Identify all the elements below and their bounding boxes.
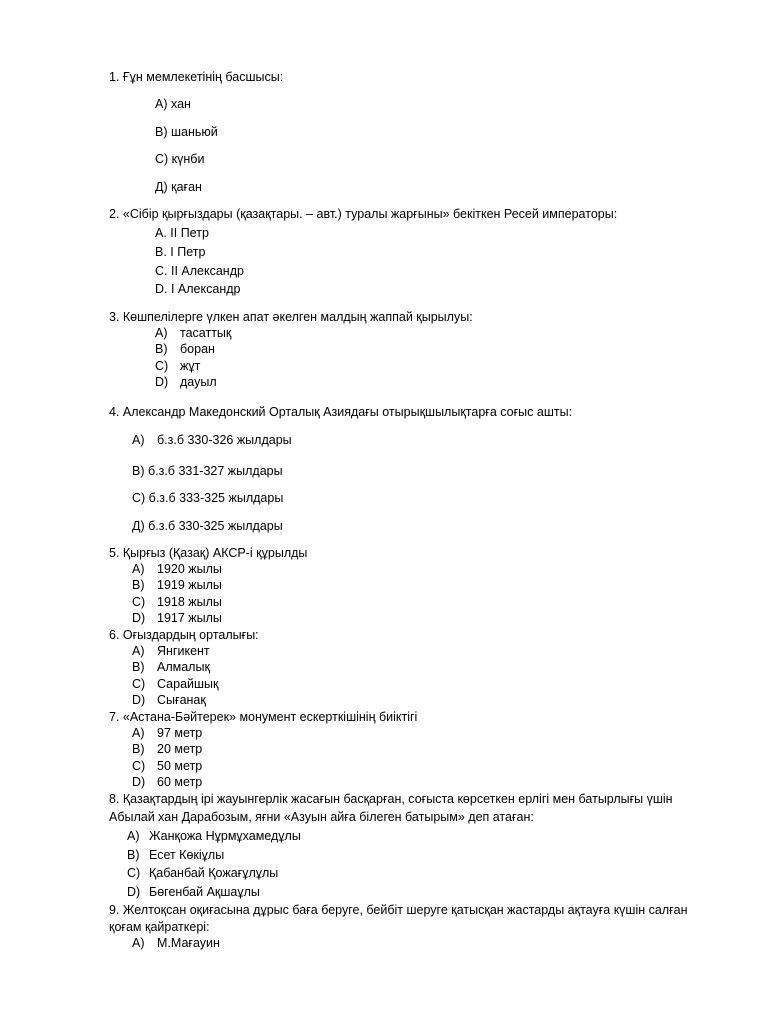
option-text: 1920 жылы xyxy=(157,562,222,576)
question-2-option-d: D. I Александр xyxy=(155,282,241,296)
question-5-option-d xyxy=(132,610,222,626)
option-label: D) xyxy=(155,375,169,389)
option-text: 97 метр xyxy=(157,726,203,740)
option-text: Сарайшық xyxy=(157,677,219,691)
question-1-option-b: В) шаньюй xyxy=(155,125,218,139)
question-1-option-c: С) күнби xyxy=(155,152,205,166)
question-4-option-a xyxy=(132,432,292,448)
option-text: Сығанақ xyxy=(157,693,206,707)
question-5-option-c xyxy=(132,594,222,610)
option-text: 20 метр xyxy=(157,742,203,756)
option-text: Бөгенбай Ақшаұлы xyxy=(149,885,260,899)
option-text: б.з.б 330-326 жылдары xyxy=(157,433,292,447)
option-label: C) xyxy=(132,595,146,609)
question-3-option-a xyxy=(155,325,231,341)
option-text: Есет Көкіұлы xyxy=(149,848,225,862)
question-7-option-a xyxy=(132,725,202,741)
question-8-option-d xyxy=(127,884,260,900)
question-9-text-line-2: қоғам қайраткері: xyxy=(109,920,210,934)
option-text: 1918 жылы xyxy=(157,595,222,609)
question-7-option-d xyxy=(132,774,202,790)
question-1-option-a: А) хан xyxy=(155,97,191,111)
option-label: A) xyxy=(132,433,145,447)
question-3-text: 3. Көшпелілерге үлкен апат әкелген малдың жаппай қырылуы: xyxy=(109,310,473,324)
question-8-text-line-1: 8. Қазақтардың ірі жауынгерлік жасағын басқарған, соғыста көрсеткен ерлігі мен батырлығы үшін xyxy=(109,792,673,806)
option-text: Жанқожа Нұрмұхамедұлы xyxy=(149,829,301,843)
option-label: A) xyxy=(132,936,145,950)
question-6-option-c xyxy=(132,676,219,692)
question-2-option-c: C. II Александр xyxy=(155,264,244,278)
question-1-option-d: Д) қаған xyxy=(155,180,202,194)
option-text: тасаттық xyxy=(180,326,232,340)
question-2-option-a: A. II Петр xyxy=(155,226,209,240)
question-9-option-a xyxy=(132,935,220,951)
question-4-option-c: C) б.з.б 333-325 жылдары xyxy=(132,491,284,505)
option-label: C) xyxy=(132,759,146,773)
question-6-text: 6. Оғыздардың орталығы: xyxy=(109,628,259,642)
option-text: Қабанбай Қожағұлұлы xyxy=(149,866,279,880)
question-2-option-b: B. I Петр xyxy=(155,245,206,259)
option-text: Алмалық xyxy=(157,660,210,674)
question-1-text: 1. Ғұн мемлекетінің басшысы: xyxy=(109,70,284,84)
question-4-option-b: B) б.з.б 331-327 жылдары xyxy=(132,464,283,478)
option-label: B) xyxy=(132,578,145,592)
option-label: D) xyxy=(132,693,146,707)
option-text: боран xyxy=(180,342,215,356)
question-6-option-b xyxy=(132,659,210,675)
option-text: 60 метр xyxy=(157,775,203,789)
option-label: A) xyxy=(155,326,168,340)
question-5-option-b xyxy=(132,577,222,593)
option-text: Янгикент xyxy=(157,644,210,658)
question-6-option-d xyxy=(132,692,206,708)
option-text: жұт xyxy=(180,359,201,373)
option-text: М.Мағауин xyxy=(157,936,220,950)
option-label: C) xyxy=(132,677,146,691)
option-label: B) xyxy=(155,342,168,356)
question-4-text: 4. Александр Македонский Орталық Азиядағы отырықшылықтарға соғыс ашты: xyxy=(109,405,573,419)
option-label: A) xyxy=(132,726,145,740)
option-label: B) xyxy=(132,660,145,674)
question-3-option-d xyxy=(155,374,217,390)
option-label: D) xyxy=(132,611,146,625)
option-label: C) xyxy=(127,866,141,880)
question-4-option-d: Д) б.з.б 330-325 жылдары xyxy=(132,519,283,533)
option-text: 50 метр xyxy=(157,759,203,773)
option-label: B) xyxy=(127,848,140,862)
question-7-text: 7. «Астана-Бәйтерек» монумент ескерткішінің биіктігі xyxy=(109,710,418,724)
question-7-option-c xyxy=(132,758,202,774)
question-2-text: 2. «Сібір қырғыздары (қазақтары. – авт.) туралы жарғыны» бекіткен Ресей императоры: xyxy=(109,207,618,221)
question-9-text-line-1: 9. Желтоқсан оқиғасына дұрыс баға беруге, бейбіт шеруге қатысқан жастарды ақтауға күшін салған xyxy=(109,903,688,917)
option-label: C) xyxy=(155,359,169,373)
question-3-option-c xyxy=(155,358,200,374)
option-text: 1917 жылы xyxy=(157,611,222,625)
question-5-text: 5. Қырғыз (Қазақ) АКСР-і құрылды xyxy=(109,546,308,560)
question-8-option-b xyxy=(127,847,224,863)
option-label: D) xyxy=(127,885,141,899)
question-8-text-line-2: Абылай хан Дарабозым, яғни «Азуын айға білеген батырым» деп атаған: xyxy=(109,810,534,824)
option-label: A) xyxy=(132,562,145,576)
question-8-option-a xyxy=(127,828,301,844)
option-label: D) xyxy=(132,775,146,789)
question-5-option-a xyxy=(132,561,222,577)
option-label: A) xyxy=(127,829,140,843)
option-label: B) xyxy=(132,742,145,756)
option-text: дауыл xyxy=(180,375,217,389)
option-label: A) xyxy=(132,644,145,658)
question-8-option-c xyxy=(127,865,278,881)
question-7-option-b xyxy=(132,741,202,757)
option-text: 1919 жылы xyxy=(157,578,222,592)
question-6-option-a xyxy=(132,643,210,659)
question-3-option-b xyxy=(155,341,215,357)
